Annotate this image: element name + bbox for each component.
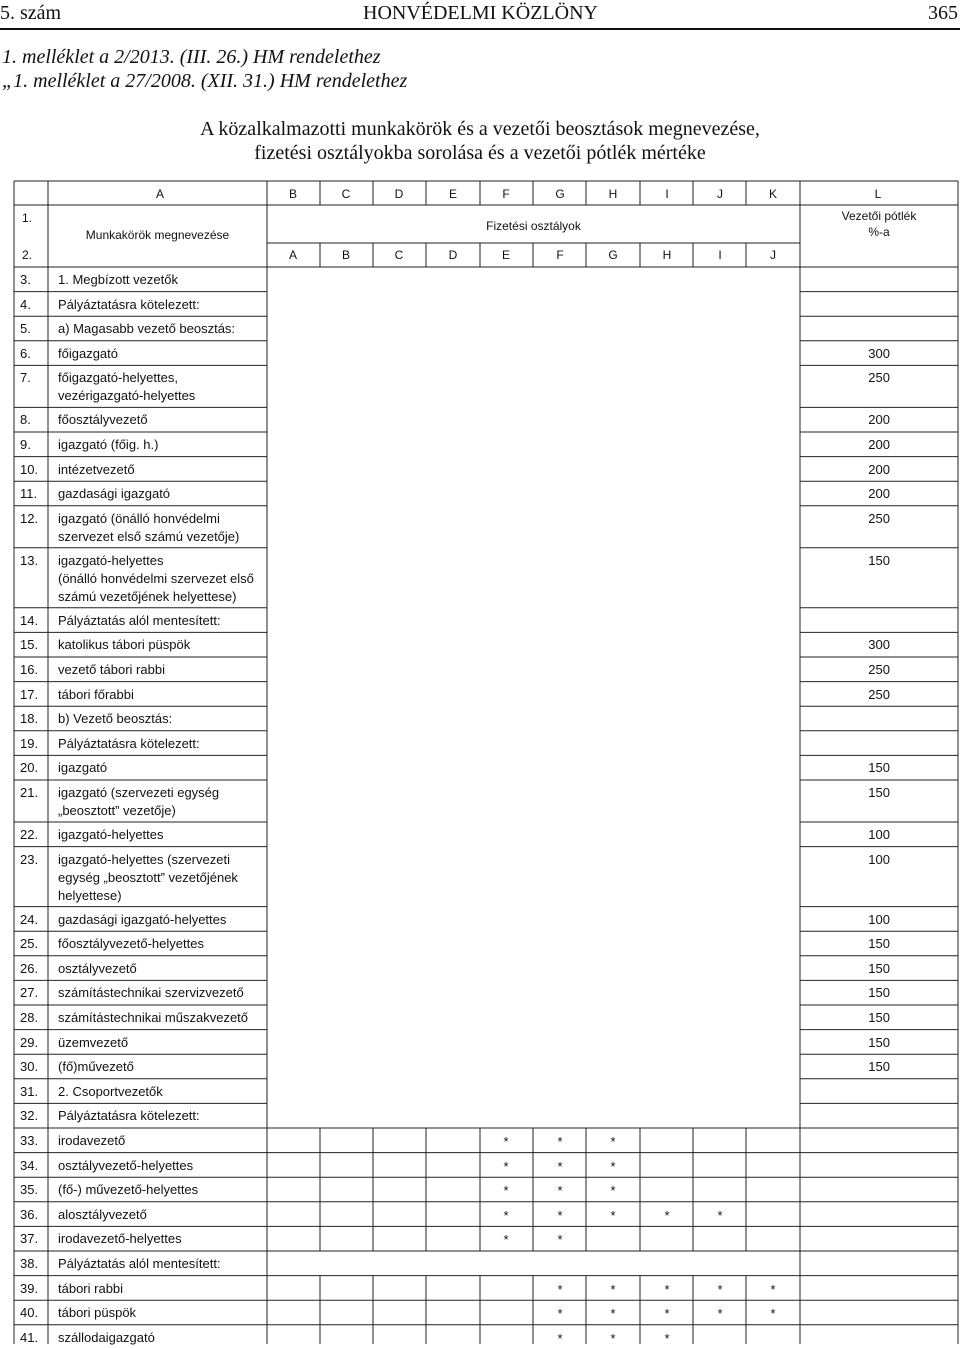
job-title: igazgató (szervezeti egység	[58, 785, 220, 800]
allowance-value: 150	[868, 760, 890, 776]
job-title: 2. Csoportvezetők	[58, 1083, 163, 1099]
row-number: 15.	[20, 637, 39, 653]
row-number: 27.	[20, 985, 39, 1001]
row-number: 3.	[20, 272, 31, 287]
job-title: a) Magasabb vezető beosztás:	[58, 321, 236, 337]
allowance-value: 200	[868, 412, 890, 428]
job-title: irodavezető	[58, 1133, 126, 1148]
allowance-value: 250	[868, 510, 890, 526]
row-number: 39.	[20, 1280, 39, 1296]
column-letter: G	[555, 187, 565, 201]
row-number: 5.	[20, 321, 31, 337]
job-title: igazgató (főig. h.)	[58, 437, 159, 452]
row-number: 18.	[20, 711, 39, 727]
row-number: 22.	[20, 827, 39, 842]
allowance-value: 150	[868, 1034, 890, 1050]
class-letter: C	[394, 248, 404, 262]
allowance-header: Vezetői pótlék	[841, 209, 917, 223]
allowance-value: 100	[868, 851, 890, 867]
job-title: gazdasági igazgató-helyettes	[58, 911, 227, 927]
allowance-value: 150	[868, 985, 890, 1001]
row-number: 7.	[20, 370, 31, 386]
column-letter: F	[502, 187, 510, 201]
document-title-line-1: A közalkalmazotti munkakörök és a vezetői beosztások megnevezése,	[200, 118, 760, 140]
class-mark: *	[557, 1183, 563, 1199]
job-title: gazdasági igazgató	[58, 486, 171, 502]
row-number: 35.	[20, 1182, 39, 1198]
row-number: 6.	[20, 345, 31, 361]
job-title: Pályáztatásra kötelezett:	[58, 296, 200, 312]
class-mark: *	[557, 1158, 563, 1174]
class-mark: *	[557, 1306, 563, 1322]
column-letter: J	[717, 187, 723, 201]
class-mark: *	[610, 1134, 616, 1149]
salary-classes-header: Fizetési osztályok	[486, 219, 581, 233]
row-number: 32.	[20, 1108, 39, 1124]
job-title-header: Munkakörök megnevezése	[85, 228, 230, 242]
row-number: 11.	[20, 486, 38, 502]
job-title: Pályáztatásra kötelezett:	[58, 1108, 200, 1124]
class-letter: F	[556, 248, 564, 262]
row-number: 16.	[20, 662, 39, 677]
class-mark: *	[557, 1134, 563, 1149]
class-mark: *	[610, 1281, 616, 1297]
job-title: főosztályvezető-helyettes	[58, 936, 204, 952]
row-number: 10.	[20, 461, 39, 477]
column-letter: E	[448, 187, 457, 201]
job-title: számítástechnikai szervizvezető	[58, 985, 244, 1001]
allowance-value: 200	[868, 437, 890, 452]
journal-name: HONVÉDELMI KÖZLÖNY	[363, 2, 598, 24]
class-mark: *	[503, 1183, 509, 1199]
allowance-value: 250	[868, 686, 890, 702]
job-title: igazgató-helyettes	[58, 552, 164, 568]
allowance-header-unit: %-a	[868, 225, 890, 239]
job-title: (önálló honvédelmi szervezet első	[58, 570, 254, 586]
allowance-value: 150	[868, 960, 890, 976]
allowance-value: 250	[868, 370, 890, 386]
job-title: (fő)művezető	[58, 1059, 134, 1075]
job-title: irodavezető-helyettes	[58, 1231, 182, 1247]
header-rule	[0, 28, 960, 30]
job-title: (fő-) művezető-helyettes	[58, 1182, 199, 1198]
row-number: 37.	[20, 1231, 39, 1247]
allowance-value: 250	[868, 662, 890, 677]
class-mark: *	[610, 1330, 616, 1346]
annex-line-2: „1. melléklet a 27/2008. (XII. 31.) HM rendelethez	[2, 70, 408, 92]
job-title: b) Vezető beosztás:	[58, 711, 173, 727]
class-mark: *	[770, 1281, 776, 1297]
column-letter: D	[394, 187, 404, 201]
job-title: főigazgató	[58, 345, 118, 361]
allowance-value: 300	[868, 637, 890, 653]
row-number: 38.	[20, 1256, 39, 1271]
row-number: 1.	[22, 211, 33, 225]
job-title: egység „beosztott” vezetőjének	[58, 869, 238, 885]
class-mark: *	[610, 1306, 616, 1322]
job-title: „beosztott” vezetője)	[58, 803, 176, 818]
class-mark: *	[717, 1281, 723, 1297]
row-number: 41.	[20, 1329, 39, 1345]
allowance-value: 300	[868, 345, 890, 361]
job-title: osztályvezető	[58, 960, 137, 976]
class-letter: H	[662, 248, 672, 262]
job-title: üzemvezető	[58, 1034, 129, 1050]
class-mark: *	[557, 1330, 563, 1346]
row-number: 28.	[20, 1010, 39, 1025]
row-number: 40.	[20, 1305, 39, 1321]
job-title: igazgató-helyettes	[58, 827, 164, 842]
column-letter: K	[768, 187, 777, 201]
class-mark: *	[503, 1232, 509, 1248]
row-number: 23.	[20, 851, 39, 867]
allowance-value: 150	[868, 552, 890, 568]
row-number: 24.	[20, 911, 39, 927]
row-number: 33.	[20, 1133, 39, 1148]
allowance-value: 150	[868, 1059, 890, 1075]
class-mark: *	[664, 1207, 670, 1223]
column-letter: A	[155, 187, 164, 201]
job-title: számú vezetőjének helyettese)	[58, 588, 237, 604]
class-letter: E	[501, 248, 510, 262]
row-number: 8.	[20, 412, 31, 428]
class-letter: D	[448, 248, 458, 262]
class-letter: I	[718, 248, 722, 262]
column-letter: H	[608, 187, 618, 201]
job-title: Pályáztatás alól mentesített:	[58, 612, 221, 628]
column-letter: C	[341, 187, 351, 201]
job-title: helyettese)	[58, 887, 122, 903]
job-title: tábori püspök	[58, 1305, 137, 1321]
job-title: vezérigazgató-helyettes	[58, 388, 196, 404]
job-title: szállodaigazgató	[58, 1329, 155, 1345]
job-title: igazgató (önálló honvédelmi	[58, 510, 220, 526]
job-title: Pályáztatás alól mentesített:	[58, 1256, 221, 1271]
job-title: osztályvezető-helyettes	[58, 1157, 194, 1173]
class-mark: *	[503, 1158, 509, 1174]
class-letter: B	[341, 248, 350, 262]
class-mark: *	[664, 1306, 670, 1322]
row-number: 19.	[20, 735, 39, 751]
job-title: szervezet első számú vezetője)	[58, 528, 240, 544]
allowance-value: 200	[868, 461, 890, 477]
class-mark: *	[503, 1134, 509, 1149]
row-number: 9.	[20, 437, 31, 452]
allowance-value: 150	[868, 936, 890, 952]
row-number: 29.	[20, 1034, 39, 1050]
row-number: 20.	[20, 760, 39, 776]
column-letter: B	[288, 187, 297, 201]
allowance-value: 150	[868, 1010, 890, 1025]
row-number: 13.	[20, 552, 39, 568]
row-number: 36.	[20, 1206, 39, 1222]
class-mark: *	[503, 1207, 509, 1223]
class-mark: *	[610, 1158, 616, 1174]
class-letter: G	[608, 248, 618, 262]
row-number: 31.	[20, 1083, 39, 1099]
class-mark: *	[557, 1232, 563, 1248]
job-title: intézetvezető	[58, 461, 135, 477]
allowance-value: 200	[868, 486, 890, 502]
page-number: 365	[928, 2, 958, 24]
row-number: 4.	[20, 296, 31, 312]
class-mark: *	[770, 1306, 776, 1322]
issue-number: 5. szám	[0, 2, 62, 24]
job-title: Pályáztatásra kötelezett:	[58, 735, 200, 751]
class-mark: *	[610, 1183, 616, 1199]
job-title: főigazgató-helyettes,	[58, 370, 178, 386]
row-number: 17.	[20, 686, 39, 702]
job-title: katolikus tábori püspök	[58, 637, 191, 653]
job-title: igazgató	[58, 760, 108, 776]
row-number: 34.	[20, 1157, 39, 1173]
row-number: 25.	[20, 936, 39, 952]
job-title: igazgató-helyettes (szervezeti	[58, 851, 230, 867]
class-mark: *	[557, 1281, 563, 1297]
page-header	[0, 0, 960, 26]
job-title: főosztályvezető	[58, 412, 148, 428]
allowance-value: 100	[868, 911, 890, 927]
class-mark: *	[664, 1281, 670, 1297]
allowance-value: 100	[868, 827, 890, 842]
class-letter: A	[288, 248, 297, 262]
row-number: 26.	[20, 960, 39, 976]
row-number: 14.	[20, 612, 39, 628]
document-title-line-2: fizetési osztályokba sorolása és a vezetői pótlék mértéke	[254, 142, 706, 164]
job-title: vezető tábori rabbi	[58, 662, 165, 677]
column-letter: I	[665, 187, 669, 201]
row-number: 21.	[20, 785, 39, 800]
job-title: 1. Megbízott vezetők	[58, 272, 178, 287]
class-mark: *	[610, 1207, 616, 1223]
class-letter: J	[770, 248, 776, 262]
annex-line-1: 1. melléklet a 2/2013. (III. 26.) HM rendelethez	[2, 46, 381, 68]
job-title: tábori rabbi	[58, 1280, 124, 1296]
class-mark: *	[664, 1330, 670, 1346]
row-number: 30.	[20, 1059, 39, 1075]
column-letter: L	[874, 187, 882, 201]
class-mark: *	[717, 1207, 723, 1223]
row-number: 12.	[20, 510, 39, 526]
allowance-value: 150	[868, 785, 890, 800]
row-number: 2.	[22, 248, 33, 262]
job-title: tábori főrabbi	[58, 686, 134, 702]
job-title: számítástechnikai műszakvezető	[58, 1010, 249, 1025]
class-mark: *	[717, 1306, 723, 1322]
job-title: alosztályvezető	[58, 1206, 147, 1222]
class-mark: *	[557, 1207, 563, 1223]
